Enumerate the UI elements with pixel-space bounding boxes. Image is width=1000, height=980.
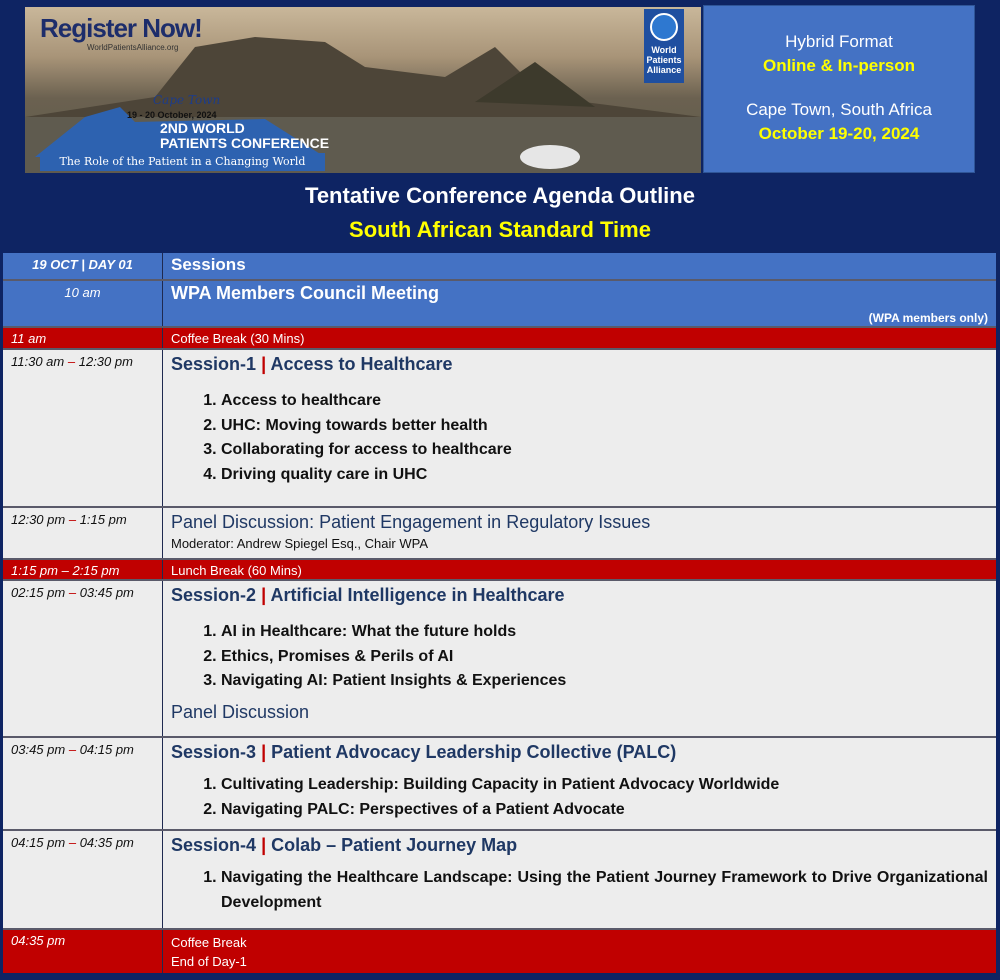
topic-list — [221, 773, 988, 822]
agenda-row-panel — [3, 508, 996, 560]
time: 12:30 pm – 1:15 pm — [3, 508, 163, 558]
wpa-logo — [644, 9, 684, 83]
topic: 2. UHC: Moving towards better health — [221, 414, 988, 439]
time: 02:15 pm – 03:45 pm — [3, 581, 163, 736]
session-title: Access to Healthcare — [270, 354, 453, 374]
start: 03:45 pm — [11, 742, 66, 757]
event-info-box — [703, 5, 975, 173]
break-label: Coffee Break (30 Mins) — [171, 331, 305, 346]
break-label: Lunch Break (60 Mins) — [171, 563, 302, 578]
event-dates: October 19-20, 2024 — [758, 124, 920, 143]
time: 04:15 pm – 04:35 pm — [3, 831, 163, 928]
end: 1:15 pm — [79, 512, 127, 527]
agenda-row-wpa — [3, 281, 996, 328]
session-code: Session-3 — [171, 742, 257, 762]
topic: 4. Driving quality care in UHC — [221, 463, 988, 488]
banner-dates: 19 - 20 October, 2024 — [127, 110, 217, 120]
session-title: Artificial Intelligence in Healthcare — [270, 585, 565, 605]
wpa-logo-icon — [650, 13, 678, 41]
moderator: Moderator: Andrew Spiegel Esq., Chair WPA — [171, 536, 428, 551]
city-script: Cape Town — [153, 93, 221, 107]
sessions-heading: Sessions — [171, 255, 246, 274]
format: Hybrid Format — [785, 32, 893, 51]
agenda-row-lunch — [3, 560, 996, 581]
agenda-row-session-1 — [3, 350, 996, 508]
cell — [163, 930, 996, 973]
end-label: End of Day-1 — [171, 954, 247, 969]
end: 04:15 pm — [79, 742, 134, 757]
website-url: WorldPatientsAlliance.org — [87, 43, 179, 52]
location: Cape Town, South Africa — [746, 100, 932, 119]
topic: 2. Navigating PALC: Perspectives of a Patient Advocate — [221, 798, 988, 823]
end: 03:45 pm — [79, 585, 134, 600]
conference-name-line1: 2ND WORLD — [160, 120, 245, 136]
topic: 1. Cultivating Leadership: Building Capacity in Patient Advocacy Worldwide — [221, 773, 988, 798]
time: 11 am — [3, 328, 163, 348]
agenda-table — [3, 253, 996, 973]
agenda-row-session-4 — [3, 831, 996, 930]
conference-name-line2: PATIENTS CONFERENCE — [160, 135, 330, 151]
time: 04:35 pm — [3, 930, 163, 973]
item-title: WPA Members Council Meeting — [171, 283, 440, 303]
cell: Session-4 | Colab – Patient Journey Map 1. Navigating the Healthcare Landscape: Using the Patient Journey Framework to Drive Organizational Development — [163, 831, 996, 928]
conference-banner[interactable] — [25, 7, 701, 173]
agenda-row-session-3 — [3, 738, 996, 831]
agenda-row-session-2 — [3, 581, 996, 738]
time: 10 am — [3, 281, 163, 326]
session-code: Session-1 — [171, 354, 257, 374]
time: 1:15 pm – 2:15 pm — [3, 560, 163, 579]
cell: Session-1 | Access to Healthcare 1. Access to healthcare 2. UHC: Moving towards better health 3. Collaborating for access to healthcare 4. Driving quality care in UHC — [163, 350, 996, 506]
topic: 2. Ethics, Promises & Perils of AI — [221, 645, 988, 670]
topic: 3. Collaborating for access to healthcare — [221, 438, 988, 463]
session-code: Session-2 — [171, 585, 257, 605]
session-code: Session-4 — [171, 835, 257, 855]
page-subtitle: South African Standard Time — [349, 217, 651, 242]
agenda-row-coffee — [3, 328, 996, 350]
panel-discussion: Panel Discussion — [171, 701, 310, 722]
start: 12:30 pm — [11, 512, 66, 527]
table-header — [3, 253, 996, 281]
topic: 1. Navigating the Healthcare Landscape: Using the Patient Journey Framework to Drive Organizational Development — [221, 866, 988, 915]
end: 04:35 pm — [79, 835, 134, 850]
break-label: Coffee Break — [171, 935, 247, 950]
topic-list — [221, 389, 988, 487]
wpa-logo-text: World Patients Alliance — [646, 45, 682, 75]
topic-list — [221, 866, 988, 915]
start: 1:15 pm — [11, 563, 58, 578]
cell — [163, 508, 996, 558]
topic: 1. AI in Healthcare: What the future holds — [221, 620, 988, 645]
cell: Session-2 | Artificial Intelligence in Healthcare 1. AI in Healthcare: What the future holds 2. Ethics, Promises & Perils of AI 3. Navigating AI: Patient Insights & Experiences Panel Discussion — [163, 581, 996, 736]
time: 11:30 am – 12:30 pm — [3, 350, 163, 506]
mode: Online & In-person — [762, 56, 916, 75]
end: 12:30 pm — [78, 354, 133, 369]
session-title: Colab – Patient Journey Map — [271, 835, 518, 855]
end: 2:15 pm — [72, 563, 120, 578]
cell — [163, 281, 996, 326]
start: 04:15 pm — [11, 835, 66, 850]
day-label: 19 OCT | DAY 01 — [3, 253, 163, 279]
session-title: Patient Advocacy Leadership Collective (PALC) — [271, 742, 677, 762]
item-note: (WPA members only) — [868, 311, 988, 325]
agenda-row-end — [3, 930, 996, 973]
topic-list — [221, 620, 988, 694]
panel-title: Panel Discussion: Patient Engagement in Regulatory Issues — [171, 512, 651, 532]
topic: 3. Navigating AI: Patient Insights & Experiences — [221, 669, 988, 694]
register-now-heading: Register Now! — [40, 13, 202, 43]
start: 02:15 pm — [11, 585, 66, 600]
time: 03:45 pm – 04:15 pm — [3, 738, 163, 829]
page-title: Tentative Conference Agenda Outline — [305, 183, 695, 208]
cell: Session-3 | Patient Advocacy Leadership Collective (PALC) 1. Cultivating Leadership: Building Capacity in Patient Advocacy Worldwide 2. Navigating PALC: Perspectives of a Patient Advocate — [163, 738, 996, 829]
start: 11:30 am — [11, 354, 65, 369]
tagline: The Role of the Patient in a Changing World — [40, 153, 325, 171]
topic: 1. Access to healthcare — [221, 389, 988, 414]
